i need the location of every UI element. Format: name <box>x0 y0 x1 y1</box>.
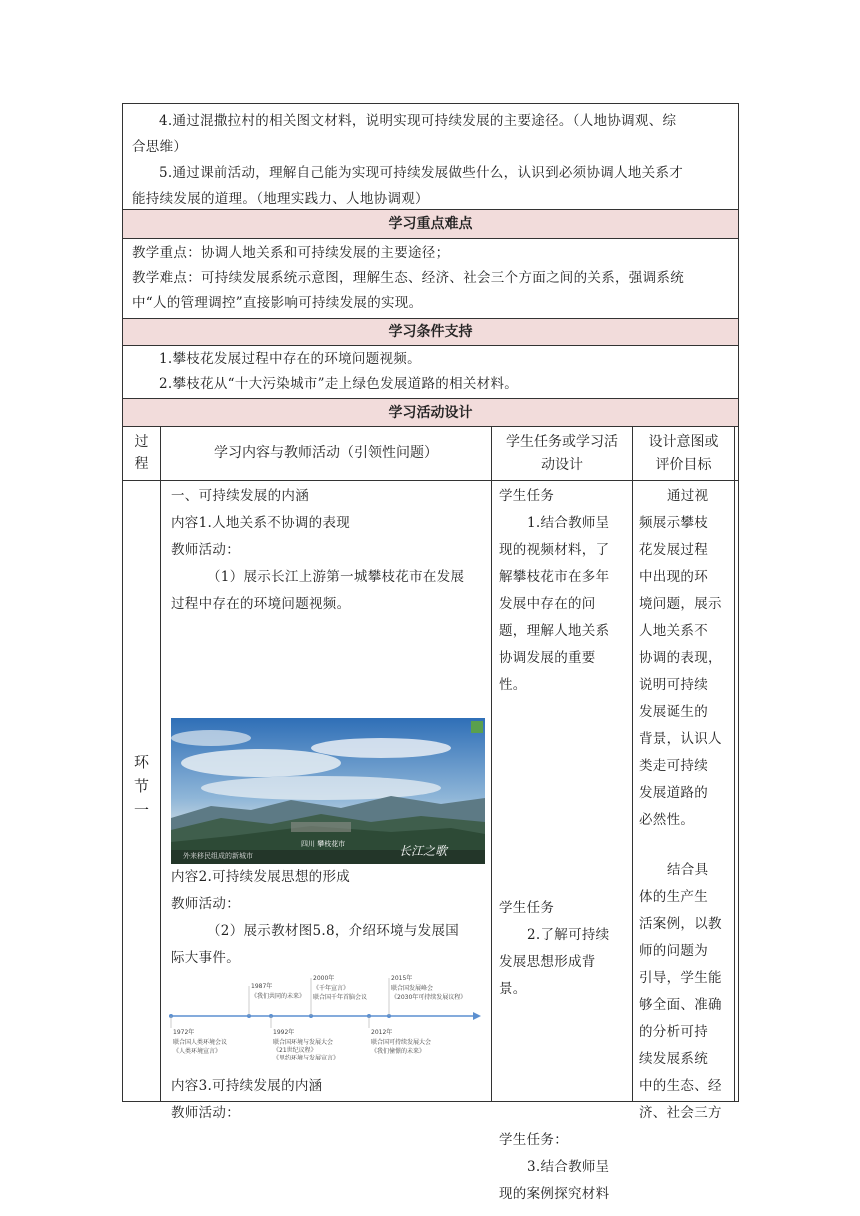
timeline-year: 1992年 <box>273 1029 295 1036</box>
intent-line: 通过视 <box>667 488 709 504</box>
task-line: 题，理解人地关系 <box>499 623 610 639</box>
video-still-image <box>171 718 485 864</box>
activity-2: （2）展示教材图5.8，介绍环境与发展国 <box>207 923 460 939</box>
timeline-year: 1987年 <box>251 983 273 990</box>
task-line: 1.结合教师呈 <box>527 515 610 531</box>
design-intent <box>639 483 733 834</box>
timeline-event: 《我们憧憬的未来》 <box>371 1048 426 1055</box>
video-caption: 四川 攀枝花市 <box>301 840 346 848</box>
timeline-event: 联合国千年首脑会议 <box>313 994 368 1001</box>
student-tasks <box>499 483 629 699</box>
timeline-year: 2015年 <box>391 975 413 982</box>
intent-line: 发展诞生的 <box>639 704 708 720</box>
intent-line: 结合具 <box>667 862 709 878</box>
timeline-event: 《千年宣言》 <box>313 985 350 992</box>
col-header-content: 学习内容与教师活动（引领性问题） <box>214 445 438 461</box>
task-heading: 学生任务 <box>499 488 555 504</box>
intent-line: 说明可持续 <box>639 677 708 693</box>
intent-line: 必然性。 <box>639 812 695 828</box>
activity-1-cont: 过程中存在的环境问题视频。 <box>171 596 351 612</box>
condition-item: 2.攀枝花从“十大污染城市”走上绿色发展道路的相关材料。 <box>159 376 519 392</box>
stage-char: 一 <box>133 801 149 819</box>
intent-line: 花发展过程 <box>639 542 708 558</box>
intent-line: 发展道路的 <box>639 785 708 801</box>
intent-line: 体的生产生 <box>639 889 708 905</box>
task-line: 发展中存在的问 <box>499 596 596 612</box>
goals-row <box>123 104 738 210</box>
section-title: 一、可持续发展的内涵 <box>171 488 309 504</box>
intent-line: 协调的表现， <box>639 650 722 666</box>
timeline-event: 《21世纪议程》 <box>273 1047 317 1054</box>
content-item-1: 内容1.人地关系不协调的表现 <box>171 515 351 531</box>
timeline-event: 《里约环境与发展宣言》 <box>273 1055 340 1060</box>
timeline-year: 2000年 <box>313 975 335 982</box>
intent-line: 境问题，展示 <box>639 596 722 612</box>
intent-line: 师的问题为 <box>639 943 708 959</box>
section-header-activity: 学习活动设计 <box>123 399 738 427</box>
goal-5-cont: 能持续发展的道理。（地理实践力、人地协调观） <box>132 191 429 207</box>
timeline-year: 2012年 <box>371 1029 393 1036</box>
task-heading: 学生任务 <box>499 900 555 916</box>
col-header-intent: 设计意图或 <box>648 434 719 450</box>
goal-4: 4.通过混撒拉村的相关图文材料，说明实现可持续发展的主要途径。（人地协调观、综 <box>159 113 677 129</box>
timeline-event: 《人类环境宣言》 <box>173 1048 222 1055</box>
intent-line: 背景，认识人 <box>639 731 722 747</box>
intent-line: 中的生态、经 <box>639 1078 722 1094</box>
timeline-year: 1972年 <box>173 1029 195 1036</box>
intent-line: 续发展系统 <box>639 1051 708 1067</box>
task-line: 3.结合教师呈 <box>527 1159 610 1175</box>
video-title: 长江之歌 <box>399 844 448 858</box>
task-line: 发展思想形成背 <box>499 954 596 970</box>
task-line: 性。 <box>499 677 527 693</box>
difficulty-line: 教学难点：可持续发展系统示意图，理解生态、经济、社会三个方面之间的关系，强调系统 <box>132 270 684 286</box>
col-header-process: 过 <box>134 434 149 450</box>
video-subtitle: 外来移民组成的新城市 <box>183 852 253 860</box>
task-line: 2.了解可持续 <box>527 927 610 943</box>
col-header-process-2: 程 <box>134 456 149 472</box>
section-header-key-points: 学习重点难点 <box>123 210 738 239</box>
activity-1: （1）展示长江上游第一城攀枝花市在发展 <box>207 569 465 585</box>
intent-line: 引导，学生能 <box>639 970 722 986</box>
col-header-tasks-2: 动设计 <box>541 457 583 473</box>
goal-5: 5.通过课前活动，理解自己能为实现可持续发展做些什么，认识到必须协调人地关系才 <box>159 165 684 181</box>
timeline-event: 联合国可持续发展大会 <box>371 1039 432 1046</box>
key-point-line: 教学重点：协调人地关系和可持续发展的主要途径； <box>132 245 450 261</box>
task-line: 解攀枝花市在多年 <box>499 569 610 585</box>
col-header-tasks: 学生任务或学习活 <box>506 434 618 450</box>
teacher-activity-label: 教师活动： <box>171 542 240 558</box>
timeline-event: 《2030年可持续发展议程》 <box>391 994 467 1001</box>
timeline-event: 联合国人类环境会议 <box>173 1039 228 1046</box>
content-item-3: 内容3.可持续发展的内涵 <box>171 1078 323 1094</box>
section-header-conditions: 学习条件支持 <box>123 319 738 346</box>
activity-grid <box>123 427 738 1202</box>
timeline-event: 联合国发展峰会 <box>391 985 434 992</box>
stage-char: 节 <box>133 777 149 795</box>
conditions-row <box>123 346 738 399</box>
intent-line: 人地关系不 <box>639 623 708 639</box>
goal-4-cont: 合思维） <box>132 139 188 155</box>
stage-label <box>123 750 160 822</box>
intent-line: 类走可持续 <box>639 758 708 774</box>
teacher-activity-label: 教师活动： <box>171 1105 240 1121</box>
intent-line: 中出现的环 <box>639 569 708 585</box>
timeline-figure <box>167 972 483 1060</box>
condition-item: 1.攀枝花发展过程中存在的环境问题视频。 <box>159 351 421 367</box>
col-header-intent-2: 评价目标 <box>655 457 712 473</box>
task-line: 现的案例探究材料 <box>499 1186 610 1202</box>
lesson-plan-table <box>122 103 739 1202</box>
teacher-activity-label: 教师活动： <box>171 896 240 912</box>
task-line: 现的视频材料，了 <box>499 542 610 558</box>
intent-line: 活案例，以教 <box>639 916 722 932</box>
intent-line: 济、社会三方 <box>639 1105 722 1121</box>
content-item-2: 内容2.可持续发展思想的形成 <box>171 869 351 885</box>
task-line: 景。 <box>499 981 527 997</box>
intent-line: 频展示攀枝 <box>639 515 708 531</box>
task-line: 协调发展的重要 <box>499 650 596 666</box>
intent-line: 够全面、准确 <box>639 997 722 1013</box>
timeline-event: 《我们共同的未来》 <box>251 993 306 1000</box>
stage-char: 环 <box>133 753 149 771</box>
difficulty-line-cont: 中“人的管理调控”直接影响可持续发展的实现。 <box>132 295 423 311</box>
key-points-row <box>123 239 738 319</box>
intent-line: 的分析可持 <box>639 1024 708 1040</box>
activity-2-cont: 际大事件。 <box>171 950 240 966</box>
task-heading: 学生任务： <box>499 1132 568 1148</box>
timeline-event: 联合国环境与发展大会 <box>273 1039 334 1046</box>
